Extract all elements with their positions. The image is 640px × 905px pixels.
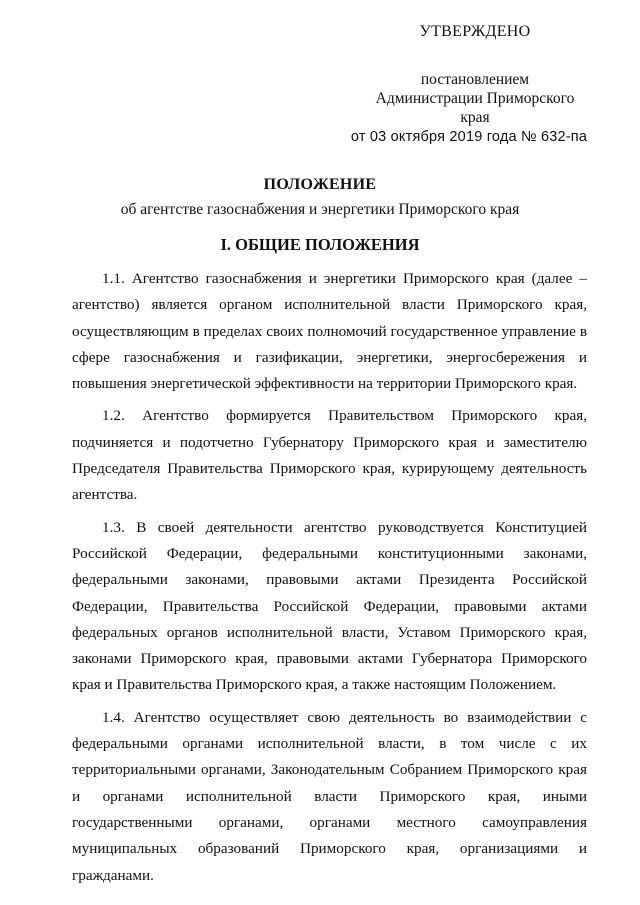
document-body: [72, 266, 587, 895]
approval-date-number: от 03 октября 2019 года № 632-па: [350, 129, 588, 145]
paragraph-1-2: 1.2. Агентство формируется Правительством Приморского края, подчиняется и подотчетно Губернатору Приморского края и заместителю Председателя Правительства Приморского края, курирующему деятельность агентства.: [72, 407, 587, 504]
document-subtitle: об агентстве газоснабжения и энергетики Приморского края: [120, 201, 520, 218]
approval-line-1: постановлением: [420, 71, 530, 88]
approval-line-3: края: [460, 109, 490, 126]
paragraph-1-1: 1.1. Агентство газоснабжения и энергетики Приморского края (далее – агентство) является органом исполнительной власти Приморского края, осуществляющим в пределах своих полномочий государственное управление в сфере газоснабжения и газификации, энергетики, энергосбережения и повышения энергетической эффективности на территории Приморского края.: [72, 270, 587, 393]
approval-line-2: Администрации Приморского: [375, 90, 575, 107]
paragraph-1-3: 1.3. В своей деятельности агентство руководствуется Конституцией Российской Федерации, федеральными конституционными законами, федеральными законами, правовыми актами Президента Российской Федерации, Правительства Российской Федерации, правовыми актами федеральных органов исполнительной власти, Уставом Приморского края, законами Приморского края, правовыми актами Губернатора Приморского края и Правительства Приморского края, а также настоящим Положением.: [72, 518, 587, 694]
document-title: ПОЛОЖЕНИЕ: [263, 176, 377, 193]
paragraph-1-4: 1.4. Агентство осуществляет свою деятельность во взаимодействии с федеральными органами исполнительной власти, в том числе с их территориальными органами, Законодательным Собранием Приморского края и органами исполнительной власти Приморского края, иными государственными органами, органами местного самоуправления муниципальных образований Приморского края, организациями и гражданами.: [72, 708, 587, 884]
section-heading: I. ОБЩИЕ ПОЛОЖЕНИЯ: [220, 235, 420, 254]
approval-block: [350, 22, 600, 147]
approval-heading: УТВЕРЖДЕНО: [419, 23, 531, 40]
